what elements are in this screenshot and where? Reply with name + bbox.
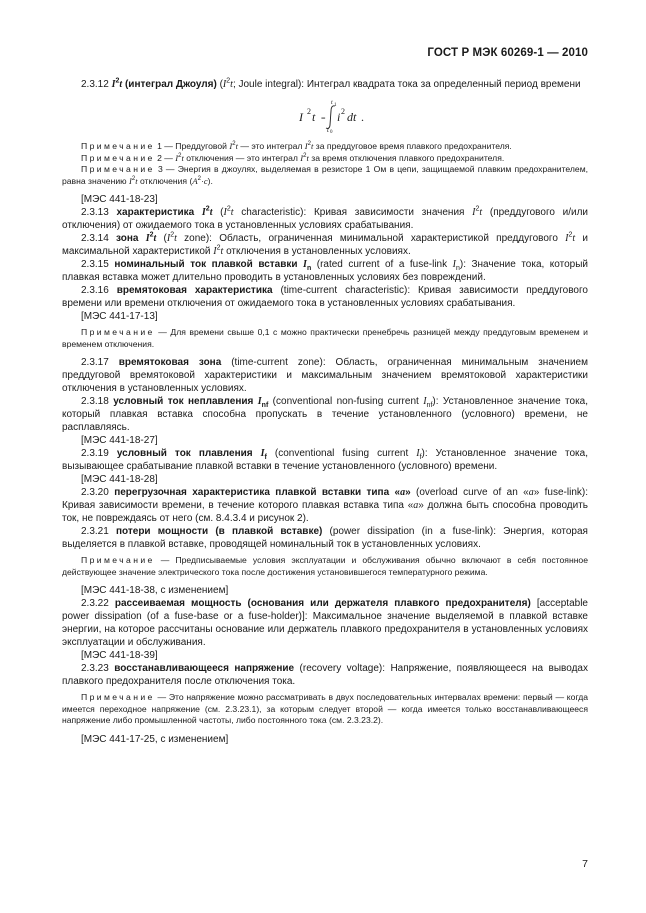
text-run: а bbox=[413, 500, 419, 511]
text-run: I bbox=[229, 141, 233, 151]
text-run: — это интеграл bbox=[237, 141, 305, 151]
formula-part: 0 bbox=[330, 130, 333, 133]
text-run: f bbox=[264, 454, 267, 461]
text-run: 2.3.13 bbox=[81, 207, 117, 218]
reference-citation bbox=[62, 473, 588, 486]
text-run: ( bbox=[156, 233, 167, 244]
text-run: [МЭС 441-18-39] bbox=[81, 650, 158, 661]
reference-citation bbox=[62, 584, 588, 597]
text-run: t bbox=[181, 152, 184, 163]
text-run: I bbox=[223, 207, 227, 218]
text-run: I bbox=[222, 79, 227, 90]
text-run: c bbox=[203, 175, 208, 186]
page-number: 7 bbox=[582, 858, 588, 870]
definition-paragraph bbox=[62, 284, 588, 310]
text-run: 2.3.15 bbox=[81, 259, 115, 270]
text-run: ): Установленное значение тока, который плавкая вставка способна пропускать в течение установленного (условного) времени, не расплавляясь. bbox=[62, 396, 589, 433]
text-run: A bbox=[192, 175, 198, 186]
text-run: 2.3.23 bbox=[81, 663, 115, 674]
text-run: (rated current of a fuse-link bbox=[311, 259, 453, 270]
document-header: ГОСТ Р МЭК 60269-1 — 2010 bbox=[427, 47, 588, 59]
text-run: I bbox=[128, 175, 132, 186]
text-run: nf bbox=[426, 402, 433, 409]
text-run: (conventional fusing current bbox=[266, 448, 417, 459]
text-run: 2 bbox=[131, 175, 136, 182]
text-run: (интеграл Джоуля) bbox=[122, 79, 217, 90]
text-run: условный ток плавления bbox=[116, 448, 261, 459]
text-run: Примечание bbox=[81, 164, 155, 174]
text-run: nf bbox=[261, 402, 269, 409]
definition-paragraph bbox=[62, 258, 588, 284]
definition-paragraph bbox=[62, 525, 588, 551]
definition-paragraph bbox=[62, 447, 588, 473]
text-run: Примечание bbox=[81, 327, 155, 337]
text-run: I bbox=[565, 233, 569, 244]
text-run: I bbox=[304, 141, 308, 151]
formula-part: t bbox=[331, 100, 333, 106]
text-run: отключения в установленных условиях. bbox=[223, 246, 411, 257]
reference-citation bbox=[62, 310, 588, 323]
text-run: 2 bbox=[115, 77, 120, 85]
text-run: 2.3.12 bbox=[81, 79, 112, 90]
text-run: zone): Область, ограниченная минимальной характеристикой преддугового bbox=[176, 233, 566, 244]
text-run: 2.3.22 bbox=[81, 598, 115, 609]
text-run: I bbox=[260, 448, 265, 459]
text-run: [МЭС 441-17-25, с изменением] bbox=[81, 733, 229, 745]
text-run: Примечание bbox=[81, 141, 155, 151]
text-run: а bbox=[400, 487, 406, 498]
formula-part: . bbox=[361, 110, 364, 124]
text-run: I bbox=[472, 207, 476, 218]
text-run: 2 bbox=[232, 141, 236, 148]
text-run: [МЭС 441-18-28] bbox=[81, 474, 158, 485]
text-run: ; Joule integral): Интеграл квадрата тока за определенный период времени bbox=[232, 79, 581, 90]
definition-paragraph bbox=[62, 78, 588, 91]
note-paragraph bbox=[62, 164, 588, 187]
text-run: — Для времени свыше 0,1 с можно практически пренебречь разницей между преддуговым временем и временем отключения. bbox=[62, 327, 588, 349]
text-run: I bbox=[300, 152, 304, 163]
text-run: восстанавливающееся напряжение bbox=[114, 663, 295, 674]
text-run: (recovery voltage): Напряжение, появляющееся на выводах плавкого предохранителя после отключения тока. bbox=[62, 663, 588, 687]
definition-paragraph bbox=[62, 395, 588, 434]
text-run: a bbox=[528, 487, 534, 498]
text-run: I bbox=[111, 79, 116, 90]
definition-paragraph bbox=[62, 486, 588, 525]
text-run: 2 bbox=[149, 231, 154, 239]
document-body bbox=[62, 78, 588, 746]
formula-part: t bbox=[312, 110, 316, 124]
text-run: — Это напряжение можно рассматривать в двух последовательных интервалах времени: первый — когда имеется переходное напряжение (см. 2.3.23.1), за которым следует второй — когда имеется только восстанавливающееся напряжение либо промышленной частоты, либо постоянного тока (см. 2.3.23.2). bbox=[62, 692, 588, 725]
text-run: Примечание bbox=[81, 555, 155, 565]
text-run: I bbox=[452, 259, 456, 270]
text-run: и максимальной характеристикой bbox=[62, 233, 588, 257]
note-paragraph bbox=[62, 327, 588, 350]
text-run: условный ток неплавления bbox=[113, 396, 258, 407]
text-run: · bbox=[200, 175, 204, 186]
text-run: n bbox=[306, 265, 312, 272]
text-run: (conventional non-fusing current bbox=[268, 396, 424, 407]
text-run: ): Значение тока, который плавкая вставка может длительно проводить в установленных условиях без повреждений. bbox=[62, 259, 588, 283]
text-run: — Предписываемые условия эксплуатации и обслуживания обычно включают в себя постоянное действующее значение электрического тока после достижения установившегося температурного режима. bbox=[62, 555, 588, 577]
text-run: зона bbox=[116, 233, 146, 244]
formula-part: I bbox=[299, 110, 303, 124]
text-run: 2.3.19 bbox=[81, 448, 117, 459]
integral-sign bbox=[326, 106, 335, 129]
text-run: 2 bbox=[475, 205, 480, 213]
text-run: n bbox=[455, 265, 460, 272]
text-run: 2 bbox=[226, 77, 231, 85]
text-run: t bbox=[230, 207, 234, 218]
text-run: (overload curve of an « bbox=[410, 487, 529, 498]
text-run: номинальный ток плавкой вставки bbox=[114, 259, 304, 270]
text-run: 2.3.17 bbox=[81, 357, 119, 368]
definition-paragraph bbox=[62, 356, 588, 395]
text-run: рассеиваемая мощность (основания или держателя плавкого предохранителя) bbox=[114, 598, 531, 609]
text-run: 2 bbox=[170, 231, 175, 239]
text-run: I bbox=[257, 396, 262, 407]
note-paragraph bbox=[62, 692, 588, 727]
text-run: 2 bbox=[178, 152, 182, 159]
joule-integral-formula bbox=[62, 99, 588, 133]
text-run: 2.3.14 bbox=[81, 233, 117, 244]
text-run: 2 — bbox=[154, 152, 176, 163]
text-run: 2.3.18 bbox=[81, 396, 114, 407]
text-run: I bbox=[423, 396, 427, 407]
definition-paragraph bbox=[62, 206, 588, 232]
text-run: characteristic): Кривая зависимости значения bbox=[233, 207, 473, 218]
formula-part: = bbox=[321, 114, 326, 123]
note-paragraph bbox=[62, 555, 588, 578]
formula-part: 2 bbox=[307, 107, 311, 116]
text-run: 2.3.20 bbox=[81, 487, 115, 498]
text-run: t bbox=[220, 246, 224, 257]
text-run: 2.3.21 bbox=[81, 526, 116, 537]
text-run: ( bbox=[216, 79, 223, 90]
text-run: 2 bbox=[197, 175, 201, 182]
formula-part: t bbox=[327, 126, 329, 133]
text-run: времятоковая зона bbox=[118, 357, 222, 368]
text-run: 1 — Преддуговой bbox=[154, 141, 230, 151]
text-run: t bbox=[119, 79, 123, 90]
text-run: ( bbox=[212, 207, 224, 218]
text-run: t bbox=[174, 233, 177, 244]
text-run: [acceptable power dissipation (of a fuse-base or a fuse-holder)]: Максимальное значение выделяемой в плавкой вставке энергии, на которое рассчитаны основание или держатель плавкого предохранителя в установленных условиях эксплуатации и обслуживания. bbox=[62, 598, 588, 648]
reference-citation bbox=[62, 649, 588, 662]
definition-paragraph bbox=[62, 662, 588, 688]
text-run: t bbox=[306, 152, 309, 163]
text-run: [МЭС 441-17-13] bbox=[81, 311, 158, 322]
note-paragraph bbox=[62, 153, 588, 165]
text-run: отключения — это интеграл bbox=[183, 152, 301, 163]
text-run: отключения ( bbox=[137, 175, 193, 186]
text-run: 2.3.16 bbox=[81, 285, 117, 296]
text-run: 2 bbox=[568, 231, 573, 239]
text-run: 2 bbox=[226, 205, 231, 213]
text-run: I bbox=[145, 233, 150, 244]
text-run: 2 bbox=[205, 205, 210, 213]
text-run: I bbox=[213, 246, 217, 257]
text-run: t bbox=[153, 233, 157, 244]
text-run: (преддугового и/или отключения) от ожидаемого тока в установленных условиях срабатывания. bbox=[62, 207, 588, 231]
text-run: I bbox=[175, 152, 179, 163]
text-run: ): Установленное значение тока, вызывающее срабатывание плавкой вставки в течение установленного (условного) времени. bbox=[62, 448, 588, 472]
formula-part: 1 bbox=[334, 103, 337, 108]
text-run: t bbox=[135, 175, 138, 186]
text-run: 3 — Энергия в джоулях, выделяемая в резисторе 1 Ом в цепи, защищаемой плавким предохранителем, равна значению bbox=[62, 164, 588, 186]
note-paragraph bbox=[62, 141, 588, 153]
definition-paragraph bbox=[62, 232, 588, 258]
definition-paragraph bbox=[62, 597, 588, 649]
text-run: ). bbox=[207, 175, 213, 186]
text-run: t bbox=[209, 207, 213, 218]
text-run: Примечание bbox=[81, 152, 155, 163]
text-run: 2 bbox=[307, 141, 312, 148]
text-run: (power dissipation (in a fuse-link): Энергия, которая выделяется в плавкой вставке, проводящей номинальный ток в установленных условиях. bbox=[62, 526, 588, 550]
text-run: (time-current characteristic): Кривая зависимости преддугового времени или времени отключения от ожидаемого тока в установленных условиях срабатывания. bbox=[62, 285, 588, 309]
text-run: за время отключения плавкого предохранителя. bbox=[308, 152, 505, 163]
text-run: f bbox=[419, 454, 422, 461]
text-run: перегрузочная характеристика плавкой вставки типа « bbox=[114, 487, 401, 498]
text-run: I bbox=[201, 207, 206, 218]
text-run: Примечание bbox=[81, 692, 155, 702]
formula-part: i bbox=[337, 110, 341, 124]
text-run: [МЭС 441-18-23] bbox=[81, 194, 158, 205]
text-run: характеристика bbox=[116, 207, 202, 218]
text-run: [МЭС 441-18-38, с изменением] bbox=[81, 585, 229, 596]
reference-citation bbox=[62, 193, 588, 206]
text-run: » fuse-link): Кривая зависимости времени, в течение которого плавкая вставка типа « bbox=[62, 487, 589, 511]
formula-part: 2 bbox=[341, 107, 345, 116]
text-run: [МЭС 441-18-27] bbox=[81, 435, 158, 446]
formula-part: dt bbox=[347, 110, 357, 124]
text-run: » должна быть способна проводить ток, не повреждаясь от него (см. 8.4.3.4 и рисунок 2). bbox=[62, 500, 589, 524]
text-run: t bbox=[479, 207, 483, 218]
text-run: 2 bbox=[303, 152, 307, 159]
text-run: I bbox=[166, 233, 171, 244]
text-run: I bbox=[416, 448, 420, 459]
text-run: I bbox=[303, 259, 307, 270]
text-run: 2 bbox=[216, 244, 221, 252]
text-run: (time-current zone): Область, ограниченная минимальным значением преддуговой времятоковой характеристики и максимальным значением времятоковой характеристики отключения в установленных условиях. bbox=[62, 357, 588, 394]
reference-citation bbox=[62, 434, 588, 447]
reference-citation bbox=[62, 733, 588, 746]
text-run: времятоковая характеристика bbox=[116, 285, 273, 296]
text-run: t bbox=[230, 79, 233, 90]
text-run: » bbox=[405, 487, 411, 498]
text-run: за преддуговое время плавкого предохранителя. bbox=[313, 141, 512, 151]
text-run: t bbox=[311, 141, 314, 151]
text-run: t bbox=[572, 233, 576, 244]
text-run: потери мощности (в плавкой вставке) bbox=[115, 526, 323, 537]
text-run: t bbox=[235, 141, 238, 151]
